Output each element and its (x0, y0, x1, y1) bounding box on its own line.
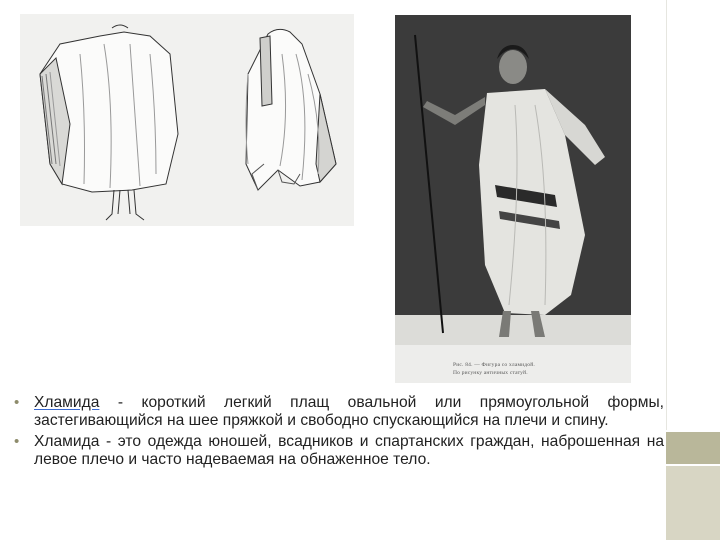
description-text: Хламида - это одежда юношей, всадников и спартанских граждан, наброшенная на левое плечо и часто надеваемая на обнаженное тело. (34, 433, 664, 468)
definition-list (14, 394, 664, 472)
photo-caption-line-2: По рисунку античных статуй. (453, 370, 528, 376)
side-bar-accent-light (666, 466, 720, 540)
definition-text: - короткий легкий плащ овальной или прямоугольной формы, застегивающийся на шее пряжкой и свободно спускающийся на плечи и спину. (34, 394, 664, 429)
list-item (14, 433, 664, 469)
chlamys-photo (395, 15, 631, 383)
drawing-figure-side (246, 29, 336, 190)
photo-caption-line-1: Рис. 84. — Фигура со хламидой. (453, 362, 535, 368)
decorative-side-bar (666, 0, 720, 540)
term-chlamys: Хламида (34, 394, 100, 411)
drawing-figure-front (40, 25, 178, 220)
bullet-icon: • (14, 394, 20, 411)
chlamys-drawings-image (20, 14, 354, 226)
photo-caption (453, 361, 593, 377)
bullet-icon: • (14, 433, 20, 450)
list-item (14, 394, 664, 430)
side-bar-top (666, 0, 720, 430)
chlamys-photo-svg (395, 15, 631, 345)
chlamys-drawings-svg (20, 14, 354, 226)
side-bar-accent-dark (666, 432, 720, 464)
